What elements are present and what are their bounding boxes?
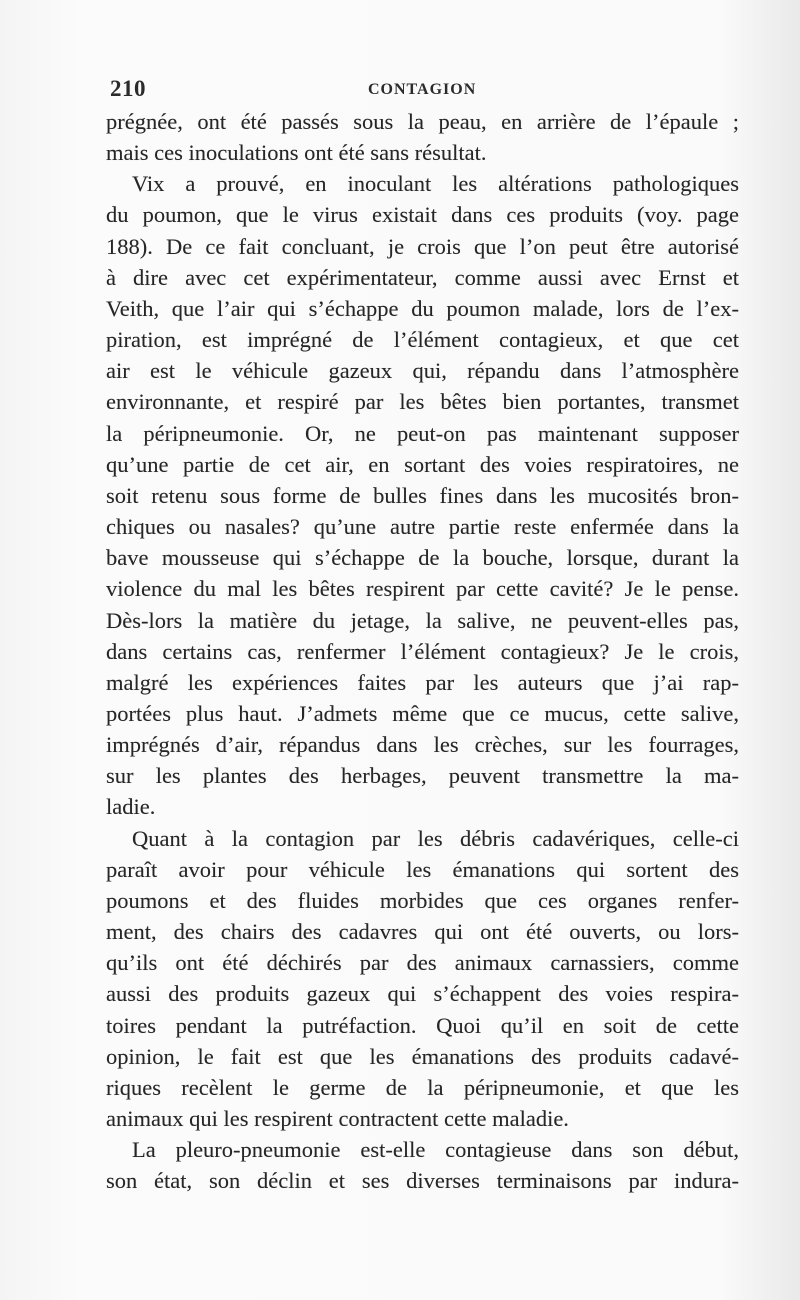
text-line: piration, est imprégné de l’élément contagieux, et que cet	[106, 327, 739, 353]
text-line: paraît avoir pour véhicule les émanations qui sortent des	[106, 856, 739, 882]
text-line: animaux qui les respirent contractent cette maladie.	[106, 1106, 569, 1131]
text-line: Dès-lors la matière du jetage, la salive, ne peuvent-elles pas,	[106, 607, 739, 633]
running-header	[108, 76, 738, 104]
text-line: mais ces inoculations ont été sans résultat.	[106, 140, 487, 166]
text-line: opinion, le fait est que les émanations des produits cadavé-	[106, 1043, 739, 1069]
text-line: air est le véhicule gazeux qui, répandu dans l’atmosphère	[106, 358, 739, 384]
text-line: violence du mal les bêtes respirent par cette cavité? Je le pense.	[106, 576, 739, 602]
text-line: 188). De ce fait concluant, je crois que l’on peut être autorisé	[106, 233, 739, 259]
text-line: poumons et des fluides morbides que ces organes renfer-	[106, 887, 739, 913]
text-line: son état, son déclin et ses diverses terminaisons par indura-	[106, 1168, 739, 1194]
text-line: bave mousseuse qui s’échappe de la bouche, lorsque, durant la	[106, 545, 739, 571]
text-line: Veith, que l’air qui s’échappe du poumon malade, lors de l’ex-	[106, 295, 739, 321]
text-line: aussi des produits gazeux qui s’échappent des voies respira-	[106, 981, 739, 1007]
text-line: portées plus haut. J’admets même que ce mucus, cette salive,	[106, 700, 739, 726]
text-line: qu’ils ont été déchirés par des animaux carnassiers, comme	[106, 950, 739, 976]
text-line: La pleuro-pneumonie est-elle contagieuse dans son début,	[132, 1137, 739, 1163]
text-line: qu’une partie de cet air, en sortant des voies respiratoires, ne	[106, 451, 739, 477]
text-line: la péripneumonie. Or, ne peut-on pas maintenant supposer	[106, 420, 739, 446]
text-line: dans certains cas, renfermer l’élément contagieux? Je le crois,	[106, 638, 739, 664]
page-number: 210	[110, 76, 146, 101]
text-line: ment, des chairs des cadavres qui ont été ouverts, ou lors-	[106, 919, 739, 945]
text-line: prégnée, ont été passés sous la peau, en arrière de l’épaule ;	[106, 109, 739, 134]
text-line: Vix a prouvé, en inoculant les altérations pathologiques	[132, 171, 739, 197]
text-line: malgré les expériences faites par les auteurs que j’ai rap-	[106, 669, 739, 695]
decorative-bleed-through	[194, 1244, 254, 1258]
text-line: chiques ou nasales? qu’une autre partie reste enfermée dans la	[106, 514, 739, 540]
text-line: sur les plantes des herbages, peuvent transmettre la ma-	[106, 763, 739, 789]
text-line: à dire avec cet expérimentateur, comme aussi avec Ernst et	[106, 264, 739, 290]
body-text	[106, 106, 739, 1196]
text-line: toires pendant la putréfaction. Quoi qu’il en soit de cette	[106, 1012, 739, 1038]
text-line: du poumon, que le virus existait dans ces produits (voy. page	[106, 202, 739, 228]
text-line: soit retenu sous forme de bulles fines dans les mucosités bron-	[106, 482, 739, 508]
text-line: Quant à la contagion par les débris cadavériques, celle-ci	[132, 825, 739, 851]
text-line: environnante, et respiré par les bêtes bien portantes, transmet	[106, 389, 739, 415]
text-line: ladie.	[106, 794, 156, 820]
text-line: imprégnés d’air, répandus dans les crèches, sur les fourrages,	[106, 732, 739, 758]
header-title: CONTAGION	[368, 81, 477, 98]
text-line: riques recèlent le germe de la péripneumonie, et que les	[106, 1074, 739, 1100]
